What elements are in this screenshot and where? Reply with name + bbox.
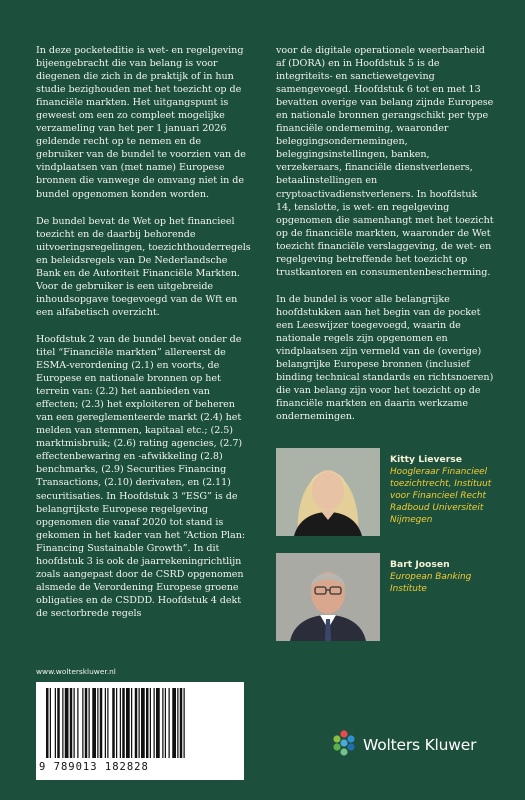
barcode-bar bbox=[177, 688, 178, 758]
barcode-bar bbox=[120, 688, 121, 758]
publisher-name: Wolters Kluwer bbox=[363, 736, 477, 754]
barcode-bar bbox=[184, 688, 185, 758]
author-role: Hoogleraar Financieel toezichtrecht, Instituut voor Financieel Recht Radboud Universiteit Nijmegen bbox=[390, 467, 492, 525]
barcode-bar bbox=[92, 688, 96, 758]
author-card bbox=[276, 553, 496, 641]
right-text-column bbox=[276, 44, 494, 437]
author-name: Bart Joosen bbox=[390, 559, 450, 570]
barcode-bar bbox=[162, 688, 163, 758]
barcode-bar bbox=[156, 688, 160, 758]
intro-paragraph: In deze pocketeditie is wet- en regelgeving bijeengebracht die van belang is voor diegenen die zich in de praktijk of in hun studie bezighouden met het toezicht op de financiële markten. Het uitgangspunt is geweest om een zo compleet mogelijke verzameling van het per 1 januari 2026 geldende recht op te nemen en de gebruiker van de bundel te voorzien van de vindplaatsen van (met name) Europese bronnen die vanwege de omvang niet in de bundel opgenomen konden worden. bbox=[36, 45, 246, 200]
isbn-barcode bbox=[36, 682, 244, 780]
barcode-bar bbox=[112, 688, 115, 758]
barcode-bar bbox=[74, 688, 75, 758]
barcode-bar bbox=[107, 688, 108, 758]
barcode-bar bbox=[172, 688, 176, 758]
barcode-bar bbox=[150, 688, 151, 758]
author-photo bbox=[276, 553, 380, 641]
barcode-bar bbox=[97, 688, 98, 758]
barcode-bar bbox=[165, 688, 166, 758]
barcode-bar bbox=[126, 688, 130, 758]
barcode-bar bbox=[141, 688, 145, 758]
barcode-bar bbox=[70, 688, 73, 758]
author-card bbox=[276, 448, 496, 536]
barcode-bar bbox=[77, 688, 78, 758]
wolters-kluwer-logo-icon bbox=[329, 728, 359, 758]
barcode-bar bbox=[116, 688, 117, 758]
barcode-bar bbox=[169, 688, 170, 758]
reading-guide-paragraph: In de bundel is voor alle belangrijke hoofdstukken aan het begin van de pocket een Leeswijzer toegevoegd, waarin de nationale regels zijn opgenomen en vindplaatsen zijn vermeld van de (overige) belangrijke Europese bronnen (inclusief binding technical standards en richtsnoeren) die van belang zijn voor het toezicht op de financiële markten en daarin werkzame ondernemingen. bbox=[276, 293, 494, 423]
barcode-bar bbox=[131, 688, 132, 758]
barcode-bar bbox=[89, 688, 90, 758]
barcode-bar bbox=[135, 688, 138, 758]
barcode-bar bbox=[57, 688, 60, 758]
author-role: European Banking Institute bbox=[390, 572, 472, 594]
barcode-bars bbox=[44, 688, 236, 760]
barcode-bar bbox=[55, 688, 56, 758]
barcode-bar bbox=[146, 688, 149, 758]
barcode-bar bbox=[180, 688, 183, 758]
barcode-bar bbox=[105, 688, 106, 758]
barcode-bar bbox=[46, 688, 49, 758]
left-text-column bbox=[36, 44, 251, 634]
barcode-bar bbox=[62, 688, 63, 758]
author-name: Kitty Lieverse bbox=[390, 454, 462, 465]
barcode-bar bbox=[122, 688, 125, 758]
barcode-bar bbox=[85, 688, 88, 758]
chapters-continued-paragraph: voor de digitale operationele weerbaarheid af (DORA) en in Hoofdstuk 5 is de integriteits- en sanctiewetgeving samengevoegd. Hoofdstuk 6 tot en met 13 bevatten overige van belang zijnde Europese en nationale bronnen gerangschikt per type financiële onderneming, waaronder beleggingsondernemingen, beleggingsinstellingen, banken, verzekeraars, financiële dienstverleners, betaalinstellingen en cryptoactivadienstverleners. In hoofdstuk 14, tenslotte, is wet- en regelgeving opgenomen die samenhangt met het toezicht op de financiële markten, waaronder de Wet toezicht financiële verslaggeving, de wet- en regelgeving betreffende het toezicht op trustkantoren en consumentenbescherming. bbox=[276, 45, 494, 278]
contents-paragraph: De bundel bevat de Wet op het financieel toezicht en de daarbij behorende uitvoeringsregelingen, toezichthouderregels en beleidsregels van De Nederlandsche Bank en de Autoriteit Financiële Markten. Voor de gebruiker is een uitgebreide inhoudsopgave toegevoegd van de Wft en een alfabetisch overzicht. bbox=[36, 215, 251, 318]
isbn-digits: 9 789013 182828 bbox=[39, 761, 149, 773]
barcode-bar bbox=[154, 688, 155, 758]
barcode-bar bbox=[65, 688, 69, 758]
barcode-bar bbox=[139, 688, 140, 758]
publisher-logo bbox=[329, 728, 499, 768]
author-photo bbox=[276, 448, 380, 536]
barcode-bar bbox=[82, 688, 83, 758]
barcode-bar bbox=[50, 688, 51, 758]
barcode-bar bbox=[100, 688, 103, 758]
chapters-paragraph: Hoofdstuk 2 van de bundel bevat onder de titel “Financiële markten” allereerst de ESMA-verordening (2.1) en voorts, de Europese en nationale bronnen op het terrein van: (2.2) het aanbieden van effecten; (2.3) het exploiteren of beheren van een gereglementeerde markt (2.4) het melden van stemmen, kapitaal etc.; (2.5) marktmisbruik; (2.6) rating agencies, (2.7) effectenbewaring en -afwikkeling (2.8) benchmarks, (2.9) Securities Financing Transactions, (2.10) derivaten, en (2.11) securitisaties. In Hoofdstuk 3 “ESG” is de belangrijkste Europese regelgeving opgenomen die vanaf 2020 tot stand is gekomen in het kader van het “Action Plan: Financing Sustainable Growth”. In dit hoofdstuk 3 is ook de jaarrekeningrichtlijn zoals aangepast door de CSRD opgenomen alsmede de Verordening Europese groene obligaties en de CSDDD. Hoofdstuk 4 dekt de sectorbrede regels bbox=[36, 333, 246, 619]
website-url: www.wolterskluwer.nl bbox=[36, 667, 116, 676]
